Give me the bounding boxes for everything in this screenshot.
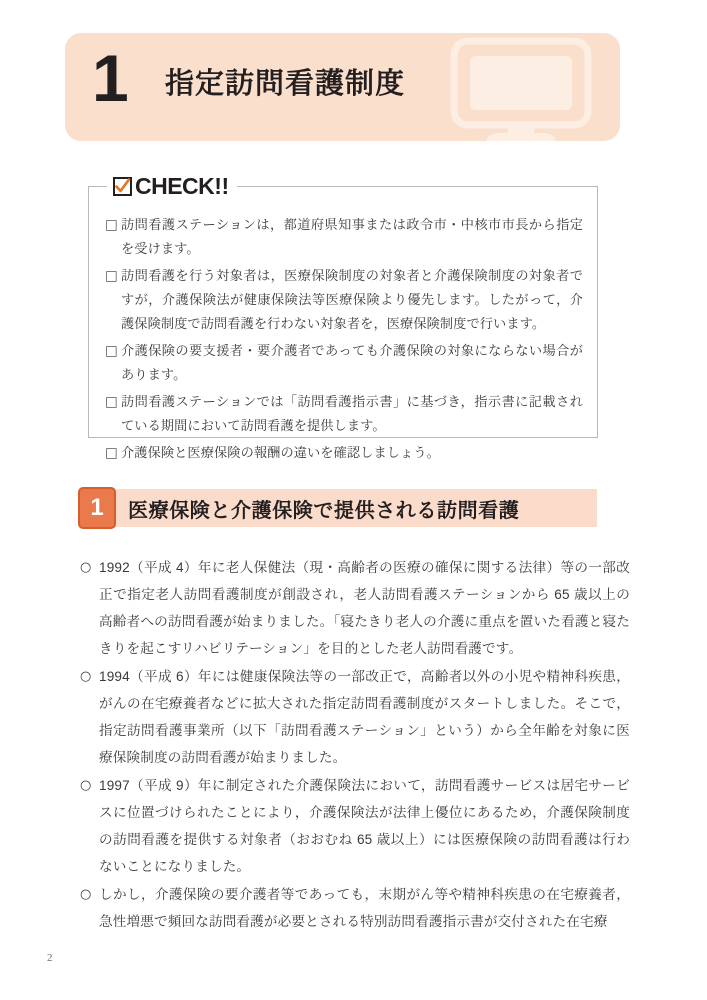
checkbox-icon[interactable]: □ (105, 394, 118, 410)
check-list-item[interactable] (105, 264, 583, 336)
check-box-panel (88, 172, 598, 461)
checkbox-icon[interactable]: □ (105, 268, 118, 284)
checkbox-icon[interactable]: □ (105, 343, 118, 359)
circle-bullet-icon: ○ (80, 669, 92, 684)
body-paragraph (80, 554, 630, 662)
check-list-item-label: 介護保険と医療保険の報酬の違いを確認しましょう。 (121, 445, 440, 460)
body-paragraph-text: 1997（平成 9）年に制定された介護保険法において，訪問看護サービスは居宅サービスに位置づけられたことにより，介護保険法が法律上優位にあるため，介護保険制度の訪問看護を提供する対象者（おおむね 65 歳以上）には医療保険の訪問看護は行わないことになりました。 (99, 778, 630, 874)
body-paragraph (80, 772, 630, 880)
body-paragraph (80, 663, 630, 771)
section-heading (78, 487, 597, 529)
section-number-badge: 1 (78, 487, 116, 529)
circle-bullet-icon: ○ (80, 778, 92, 793)
check-box-legend (107, 172, 237, 200)
check-list-item[interactable] (105, 390, 583, 438)
checkbox-icon[interactable]: □ (105, 217, 118, 233)
body-paragraph-text: 1994（平成 6）年には健康保険法等の一部改正で，高齢者以外の小児や精神科疾患，がんの在宅療養者などに拡大された指定訪問看護制度がスタートしました。そこで，指定訪問看護事業所（以下「訪問看護ステーション」という）から全年齢を対象に医療保険制度の訪問看護が始まりました。 (99, 669, 630, 765)
chapter-title: 指定訪問看護制度 (165, 68, 406, 100)
chapter-number: 1 (92, 41, 128, 115)
page-number: 2 (47, 952, 53, 964)
section-heading-title: 医療保険と介護保険で提供される訪問看護 (128, 499, 520, 522)
circle-bullet-icon: ○ (80, 887, 92, 902)
body-content (80, 554, 630, 936)
chapter-header-banner (65, 33, 620, 141)
check-list-item[interactable] (105, 213, 583, 261)
check-list-item-label: 訪問看護を行う対象者は，医療保険制度の対象者と介護保険制度の対象者ですが，介護保険法が健康保険法等医療保険より優先します。したがって，介護保険制度で訪問看護を行わない対象者を，医療保険制度で行います。 (121, 268, 583, 331)
body-paragraph-text: しかし，介護保険の要介護者等であっても，末期がん等や精神科疾患の在宅療養者，急性増悪で頻回な訪問看護が必要とされる特別訪問看護指示書が交付された在宅療 (99, 887, 630, 929)
check-list-item-label: 訪問看護ステーションでは「訪問看護指示書」に基づき，指示書に記載されている期間において訪問看護を提供します。 (121, 394, 583, 433)
body-paragraph (80, 881, 630, 935)
circle-bullet-icon: ○ (80, 560, 92, 575)
check-list-item[interactable] (105, 441, 583, 465)
check-list (105, 213, 583, 468)
checked-checkbox-icon (113, 177, 132, 196)
check-box-title: CHECK!! (135, 172, 229, 199)
computer-monitor-icon (446, 37, 596, 141)
checkbox-icon[interactable]: □ (105, 445, 118, 461)
check-list-item[interactable] (105, 339, 583, 387)
check-list-item-label: 介護保険の要支援者・要介護者であっても介護保険の対象にならない場合があります。 (121, 343, 583, 382)
check-list-item-label: 訪問看護ステーションは，都道府県知事または政令市・中核市市長から指定を受けます。 (121, 217, 583, 256)
body-paragraph-text: 1992（平成 4）年に老人保健法（現・高齢者の医療の確保に関する法律）等の一部改正で指定老人訪問看護制度が創設され，老人訪問看護ステーションから 65 歳以上の高齢者への訪問看護が始まりました。「寝たきり老人の介護に重点を置いた看護と寝たきりを起こすリハビリテーション」を目的とした老人訪問看護です。 (99, 560, 630, 656)
